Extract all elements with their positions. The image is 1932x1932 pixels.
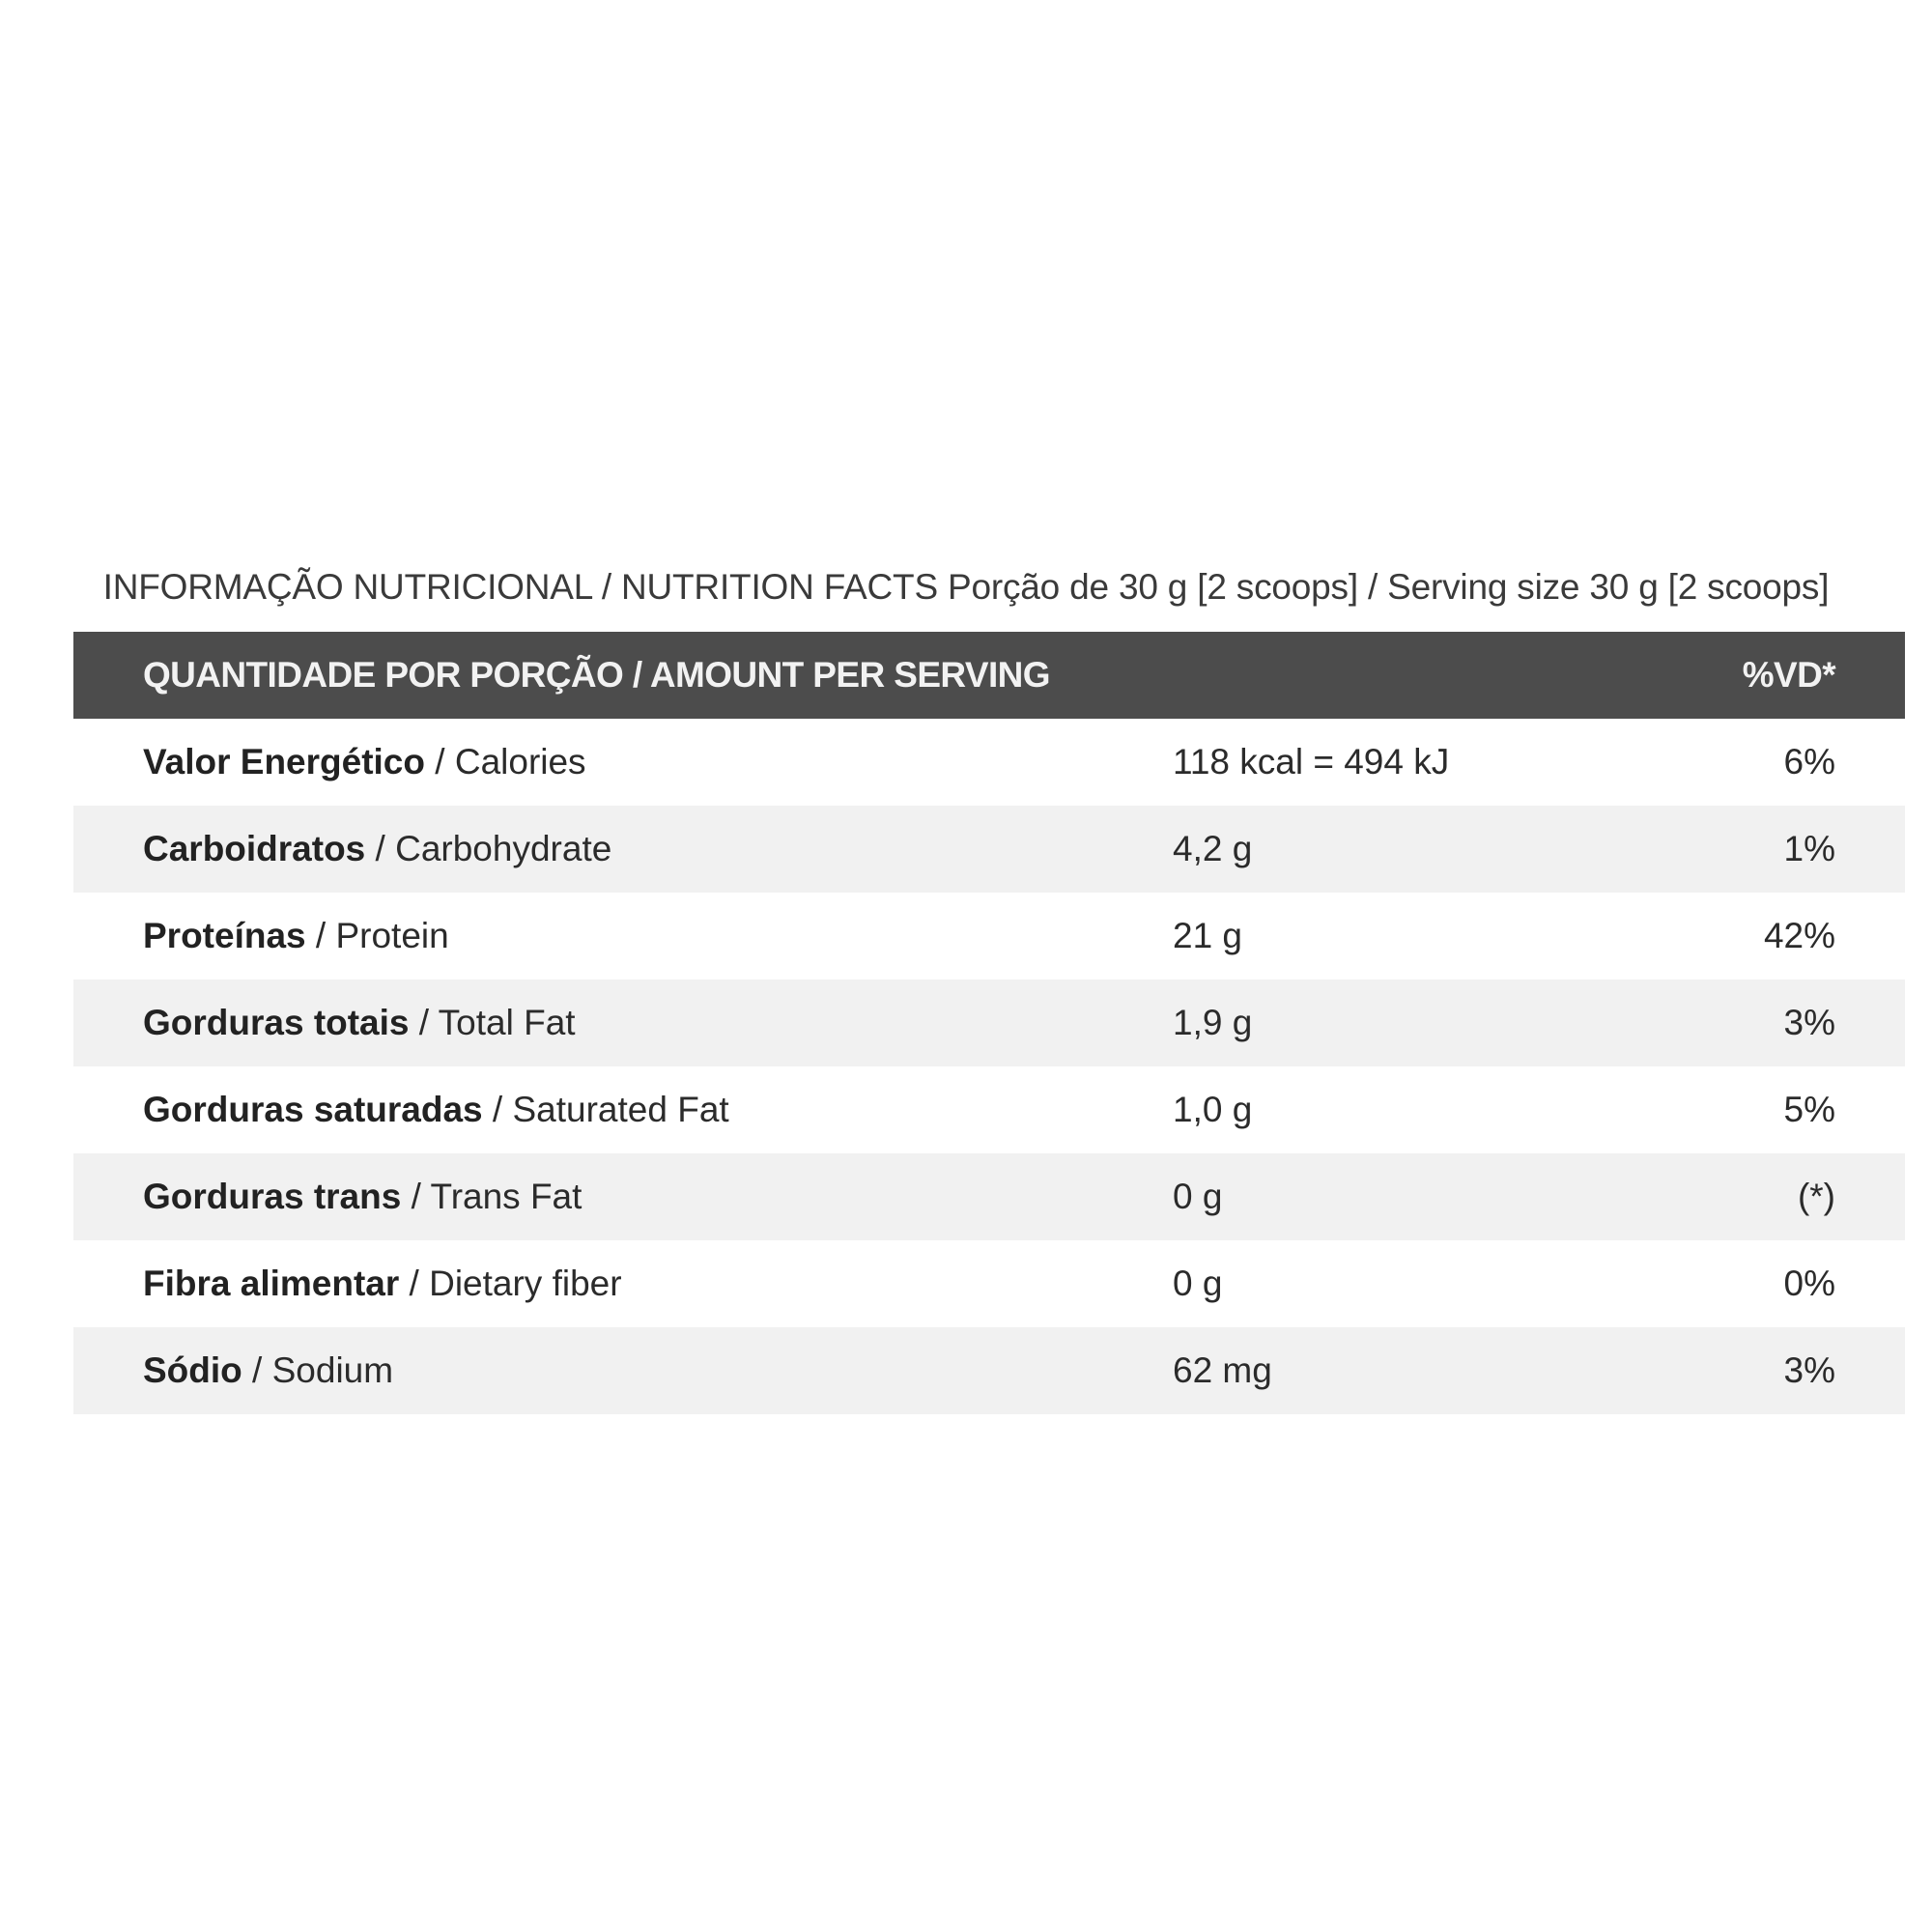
nutrient-name: Fibra alimentar / Dietary fiber — [143, 1264, 622, 1303]
nutrition-table — [73, 632, 1905, 1414]
nutrient-name: Carboidratos / Carbohydrate — [143, 829, 612, 868]
table-row — [73, 893, 1905, 980]
nutrient-amount: 1,0 g — [1173, 1090, 1253, 1129]
nutrient-name: Gorduras saturadas / Saturated Fat — [143, 1090, 729, 1129]
nutrient-name: Gorduras totais / Total Fat — [143, 1003, 576, 1042]
table-row — [73, 719, 1905, 806]
table-row — [73, 1153, 1905, 1240]
nutrient-name: Gorduras trans / Trans Fat — [143, 1177, 582, 1216]
table-row — [73, 806, 1905, 893]
nutrient-percent: 0% — [1783, 1264, 1835, 1303]
nutrient-amount: 0 g — [1173, 1264, 1223, 1303]
nutrient-amount: 0 g — [1173, 1177, 1223, 1216]
nutrient-amount: 62 mg — [1173, 1350, 1272, 1390]
table-row — [73, 1066, 1905, 1153]
nutrient-percent: 3% — [1783, 1350, 1835, 1390]
table-row — [73, 980, 1905, 1066]
nutrient-amount: 1,9 g — [1173, 1003, 1253, 1042]
nutrient-amount: 118 kcal = 494 kJ — [1173, 742, 1450, 781]
nutrient-name: Sódio / Sodium — [143, 1350, 394, 1390]
nutrient-percent: 42% — [1763, 916, 1835, 955]
nutrient-name: Proteínas / Protein — [143, 916, 449, 955]
header-label: QUANTIDADE POR PORÇÃO / AMOUNT PER SERVING — [143, 655, 1050, 695]
table-header — [73, 632, 1905, 719]
table-row — [73, 1240, 1905, 1327]
nutrient-percent: 5% — [1783, 1090, 1835, 1129]
nutrient-percent: 6% — [1783, 742, 1835, 781]
nutrient-percent: (*) — [1797, 1177, 1835, 1216]
table-row — [73, 1327, 1905, 1414]
nutrient-amount: 4,2 g — [1173, 829, 1253, 868]
nutrient-name: Valor Energético / Calories — [143, 742, 586, 781]
nutrient-percent: 1% — [1783, 829, 1835, 868]
nutrient-percent: 3% — [1783, 1003, 1835, 1042]
nutrition-caption: INFORMAÇÃO NUTRICIONAL / NUTRITION FACTS Porção de 30 g [2 scoops] / Serving size 30 g [2 scoops] — [102, 567, 1830, 607]
header-percent-dv: %VD* — [1742, 655, 1835, 695]
nutrient-amount: 21 g — [1173, 916, 1243, 955]
